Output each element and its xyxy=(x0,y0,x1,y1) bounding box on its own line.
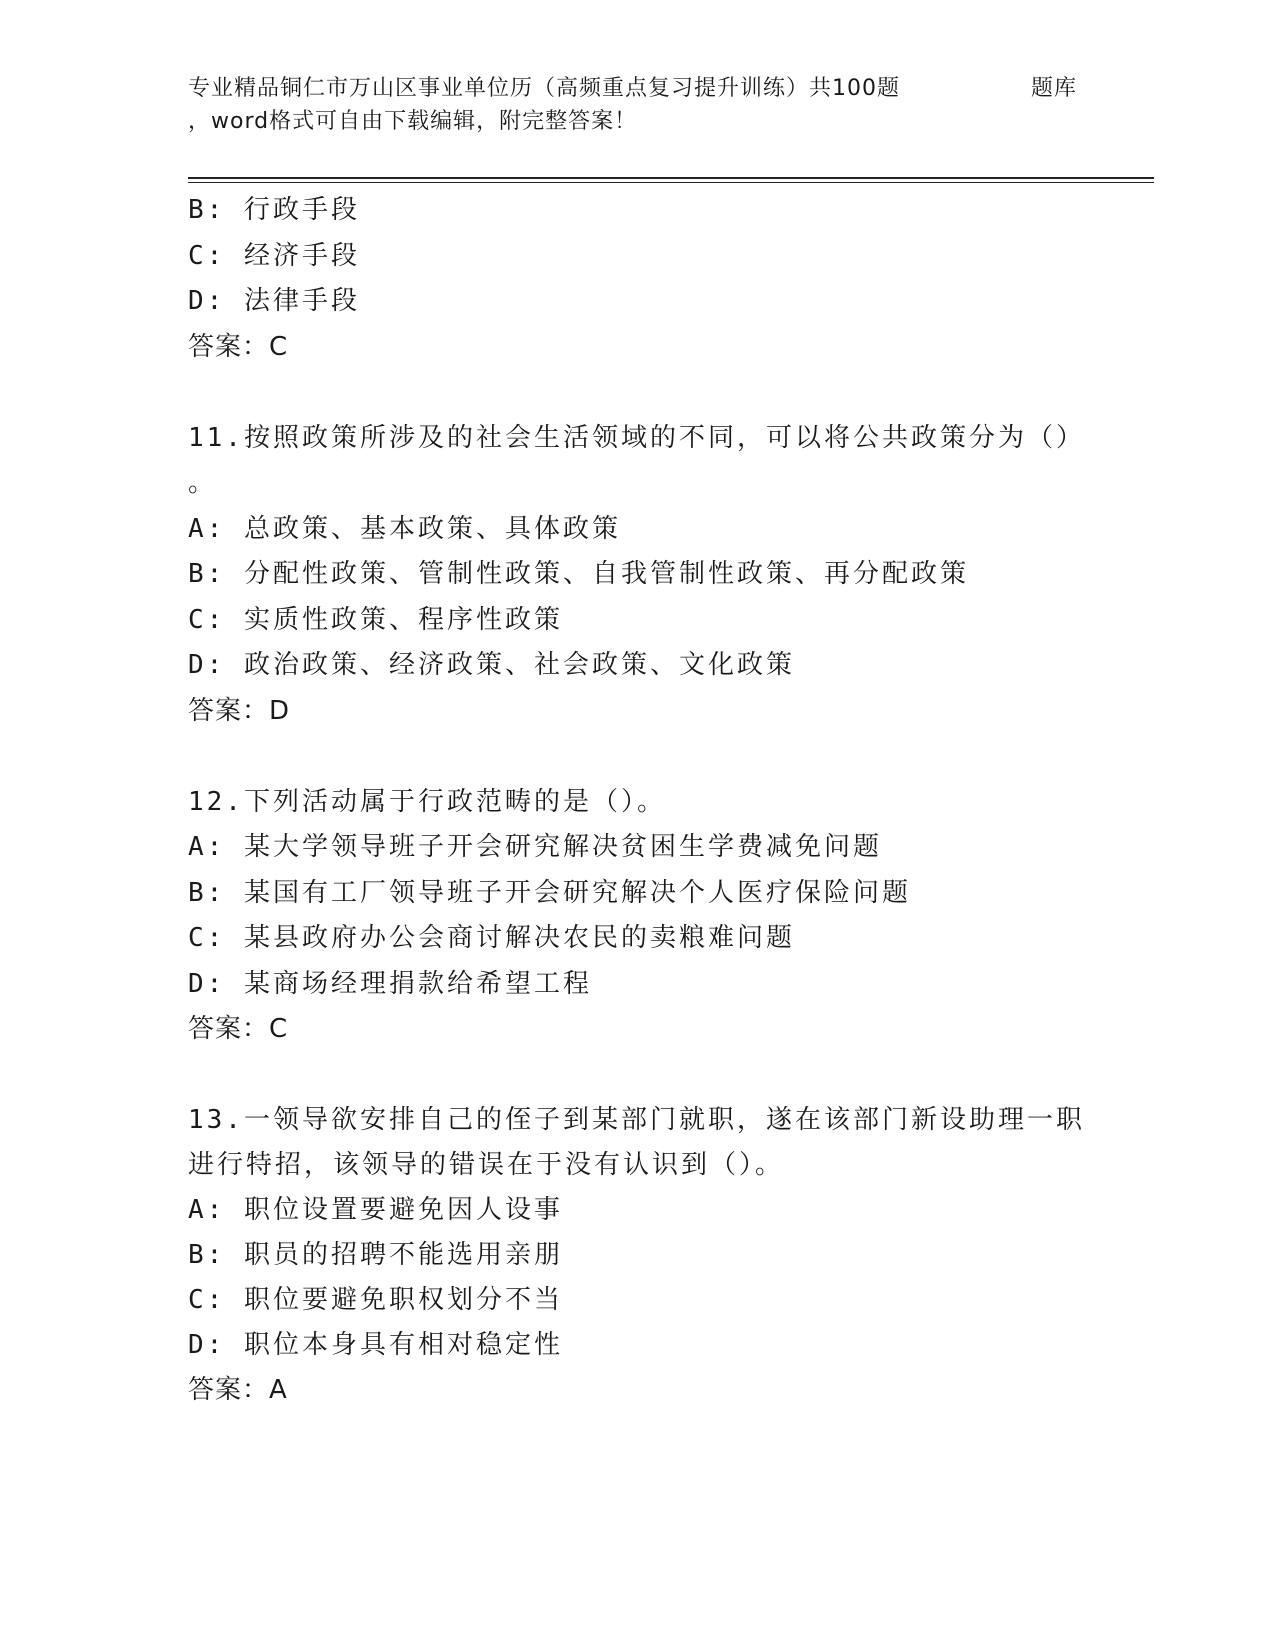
option-a: A: 职位设置要避免因人设事 xyxy=(188,1195,563,1225)
header-title-line-1: 专业精品铜仁市万山区事业单位历（高频重点复习提升训练）共100题 xyxy=(188,76,900,101)
header-divider-thick xyxy=(188,177,1154,179)
answer: 答案：C xyxy=(188,331,289,362)
question-stem-continued: 。 xyxy=(188,468,218,498)
question-stem: 11.按照政策所涉及的社会生活领域的不同，可以将公共政策分为（） xyxy=(188,422,1085,453)
answer: 答案：A xyxy=(188,1375,288,1405)
question-11 xyxy=(188,416,1088,735)
option-a: A: 总政策、基本政策、具体政策 xyxy=(188,513,621,544)
question-list xyxy=(188,188,1088,1413)
spacer xyxy=(188,1053,1088,1099)
answer: 答案：D xyxy=(188,695,291,726)
question-stem-continued: 进行特招，该领导的错误在于没有认识到（）。 xyxy=(188,1150,785,1180)
option-c: C: 职位要避免职权划分不当 xyxy=(188,1285,563,1315)
option-c: C: 实质性政策、程序性政策 xyxy=(188,604,563,635)
header-divider-thin xyxy=(188,182,1154,183)
question-13 xyxy=(188,1098,1088,1413)
option-c: C: 某县政府办公会商讨解决农民的卖粮难问题 xyxy=(188,923,795,953)
question-stem: 13.一领导欲安排自己的侄子到某部门就职，遂在该部门新设助理一职 xyxy=(188,1105,1085,1135)
option-d: D: 法律手段 xyxy=(188,286,360,316)
option-d: D: 职位本身具有相对稳定性 xyxy=(188,1330,563,1360)
option-b: B: 职员的招聘不能选用亲朋 xyxy=(188,1240,563,1270)
option-b: B: 行政手段 xyxy=(188,195,360,225)
header-title-line-2: ，word格式可自由下载编辑，附完整答案！ xyxy=(188,109,638,134)
question-10-continued xyxy=(188,188,1088,370)
page-header xyxy=(188,72,1148,138)
question-12 xyxy=(188,780,1088,1053)
option-c: C: 经济手段 xyxy=(188,240,360,271)
option-d: D: 某商场经理捐款给希望工程 xyxy=(188,968,592,999)
spacer xyxy=(188,370,1088,416)
option-b: B: 分配性政策、管制性政策、自我管制性政策、再分配政策 xyxy=(188,559,969,589)
header-title-tag: 题库 xyxy=(1031,76,1078,101)
spacer xyxy=(188,734,1088,780)
option-d: D: 政治政策、经济政策、社会政策、文化政策 xyxy=(188,650,795,680)
option-b: B: 某国有工厂领导班子开会研究解决个人医疗保险问题 xyxy=(188,877,911,908)
question-stem: 12.下列活动属于行政范畴的是（）。 xyxy=(188,786,666,817)
answer: 答案：C xyxy=(188,1014,289,1044)
option-a: A: 某大学领导班子开会研究解决贫困生学费减免问题 xyxy=(188,832,882,862)
